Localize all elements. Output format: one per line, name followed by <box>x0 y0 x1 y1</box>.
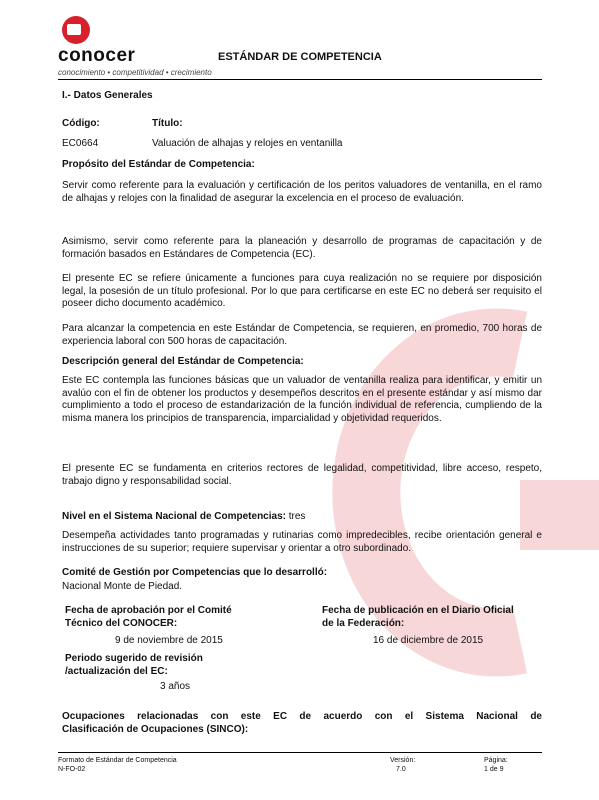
footer-version-value: 7.0 <box>396 766 406 773</box>
publication-date-label-1: Fecha de publicación en el Diario Oficial <box>322 605 514 616</box>
committee-value: Nacional Monte de Piedad. <box>62 581 183 592</box>
logo-tagline: conocimiento • competitividad • crecimiento <box>58 68 212 77</box>
code-label: Código: <box>62 118 100 129</box>
publication-date-label-2: de la Federación: <box>322 618 405 629</box>
purpose-heading: Propósito del Estándar de Competencia: <box>62 159 255 170</box>
approval-date-label-2: Técnico del CONOCER: <box>65 618 178 629</box>
description-heading: Descripción general del Estándar de Competencia: <box>62 356 304 367</box>
approval-date-label-1: Fecha de aprobación por el Comité <box>65 605 232 616</box>
footer-divider <box>58 752 542 753</box>
purpose-paragraph-1: Servir como referente para la evaluación y certificación de los peritos valuadores de ventanilla, en el ramo de alhajas y relojes con la finalidad de asegurar la excelencia en el proceso de evaluación. <box>62 180 542 204</box>
occupations-heading-1: Ocupaciones relacionadas con este EC de acuerdo con el Sistema Nacional de <box>62 711 542 722</box>
review-period-label-2: /actualización del EC: <box>65 666 168 677</box>
title-value: Valuación de alhajas y relojes en ventanilla <box>152 138 343 149</box>
footer-version-label: Versión: <box>390 757 416 764</box>
purpose-paragraph-4: Para alcanzar la competencia en este Estándar de Competencia, se requieren, en promedio, 700 horas de experiencia laboral con 500 horas de capacitación. <box>62 323 542 347</box>
description-paragraph-1: Este EC contempla las funciones básicas que un valuador de ventanilla realiza para identificar, y emitir un avalúo con el fin de obtener los productos y desempeños descritos en el presente estándar y así mismo dar cumplimiento a todo el proceso de estandarización de la función individual de referencia, cumpliendo de la misma manera los principios de transparencia, imparcialidad y objetividad requeridos. <box>62 375 542 424</box>
occupations-heading-2: Clasificación de Ocupaciones (SINCO): <box>62 724 249 735</box>
footer-form-code: N-FO-02 <box>58 766 86 773</box>
section-title: I.- Datos Generales <box>62 90 153 101</box>
approval-date-value: 9 de noviembre de 2015 <box>115 635 223 646</box>
level-value: tres <box>285 511 306 522</box>
publication-date-value: 16 de diciembre de 2015 <box>373 635 484 646</box>
level-heading: Nivel en el Sistema Nacional de Competencias: <box>62 511 286 522</box>
title-label: Título: <box>152 118 183 129</box>
logo-square-icon <box>67 24 81 35</box>
logo-name: conocer <box>58 45 136 66</box>
level-line <box>62 511 305 524</box>
footer-form-name: Formato de Estándar de Competencia <box>58 757 177 764</box>
header-divider <box>58 79 542 80</box>
footer-page-value: 1 de 9 <box>484 766 504 773</box>
purpose-paragraph-3: El presente EC se refiere únicamente a funciones para cuya realización no se requiere por disposición legal, la posesión de un título profesional. Por lo que para certificarse en este EC no deberá ser requisito el poseer dicho documento académico. <box>62 273 542 309</box>
level-description: Desempeña actividades tanto programadas y rutinarias como impredecibles, recibe orientación general e instrucciones de su superior; requiere supervisar y orientar a otro subordinado. <box>62 530 542 554</box>
review-period-value: 3 años <box>160 681 191 692</box>
committee-heading: Comité de Gestión por Competencias que lo desarrolló: <box>62 567 328 578</box>
review-period-label-1: Periodo sugerido de revisión <box>65 653 203 664</box>
purpose-paragraph-2: Asimismo, servir como referente para la planeación y desarrollo de programas de capacitación y de formación basados en Estándares de Competencia (EC). <box>62 236 542 260</box>
document-title: ESTÁNDAR DE COMPETENCIA <box>218 51 382 63</box>
description-paragraph-2: El presente EC se fundamenta en criterios rectores de legalidad, competitividad, libre acceso, respeto, trabajo digno y responsabilidad social. <box>62 463 542 487</box>
code-value: EC0664 <box>62 138 99 149</box>
footer-page-label: Página: <box>484 757 508 764</box>
